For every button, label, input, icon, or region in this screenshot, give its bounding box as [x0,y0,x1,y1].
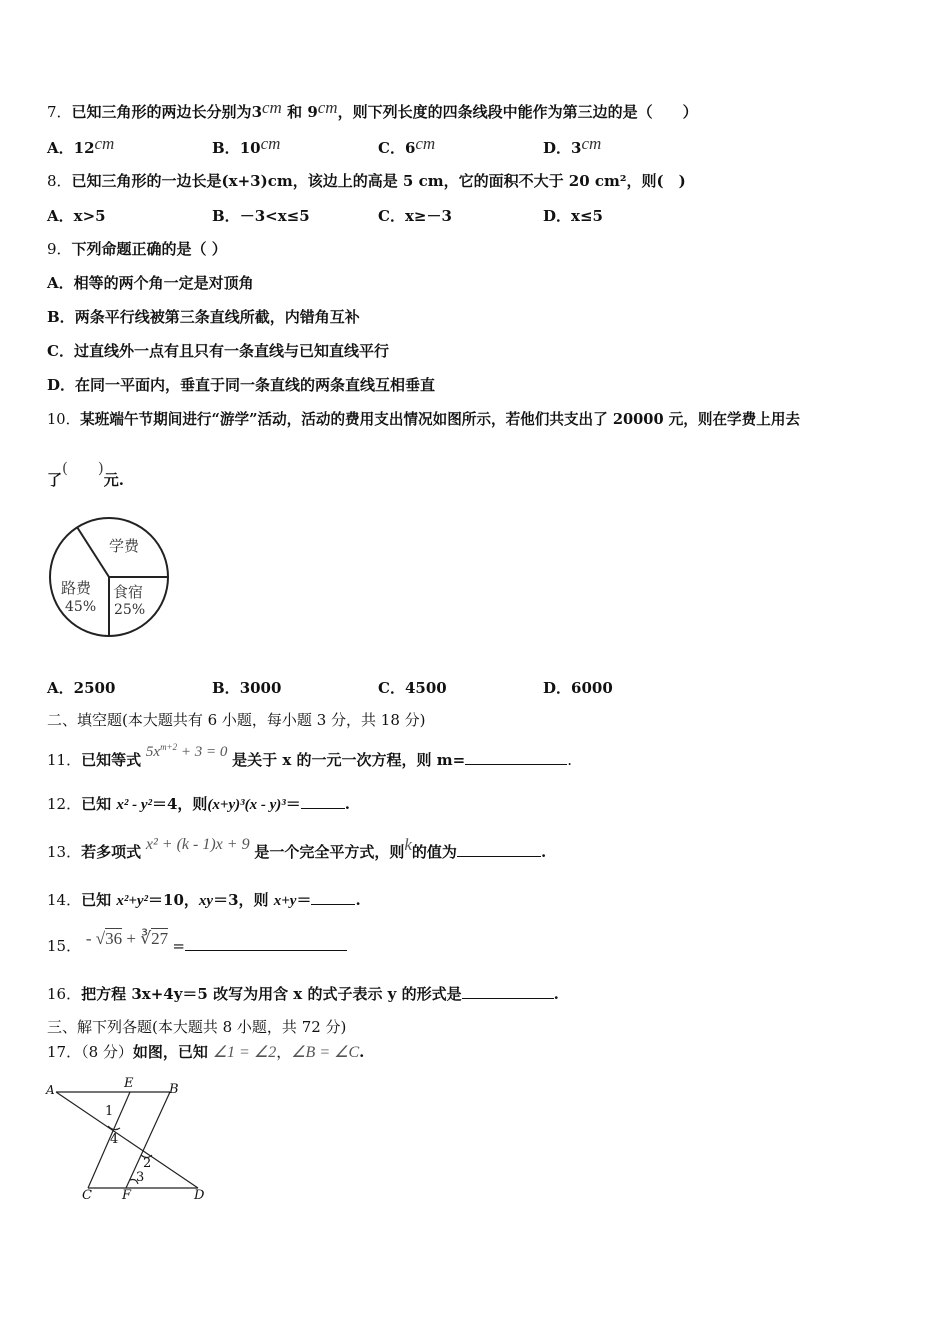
q10-stem: 10．某班端午节期间进行“游学”活动，活动的费用支出情况如图所示，若他们共支出了 20000 元，则在学费上用去 [47,411,801,428]
q15-answer-blank[interactable] [185,936,347,951]
section-3-heading: 三、解下列各题(本大题共 8 小题，共 72 分) [47,1018,347,1036]
q9-option-b[interactable]: B．两条平行线被第三条直线所截，内错角互补 [47,308,360,326]
q9-option-a[interactable]: A．相等的两个角一定是对顶角 [47,274,254,292]
q14-answer-blank[interactable] [311,890,355,905]
q11-answer-blank[interactable] [465,750,567,765]
q9-option-d[interactable]: D．在同一平面内，垂直于同一条直线的两条直线互相垂直 [47,376,436,394]
q8-option-d[interactable]: D．x≤5 [543,207,603,225]
q14: 14．已知 x²+y²＝10，xy＝3，则 x+y＝ . [47,891,361,909]
q12-answer-blank[interactable] [301,794,345,809]
q11: 11．已知等式 $5x^{m+2} + 3 = 0$ 是关于 x 的一元一次方程，则 m= . [47,742,573,769]
pie-label-tuition: 学费 [109,537,140,555]
q8-option-c[interactable]: C．x≥－3 [378,207,452,225]
pie-label-board: 食宿 [113,583,144,601]
q10-stem-line2: 了( )元. [47,459,124,489]
q13: 13．若多项式 x² + (k - 1)x + 9 是一个完全平方式，则k的值为 . [47,835,547,861]
segment-AD [56,1092,198,1188]
q12: 12．已知 x² - y²＝4，则(x+y)³(x - y)³＝ . [47,795,351,813]
angle-label-1: 1 [105,1104,114,1119]
point-label-e: E [124,1076,134,1091]
segment-FB [126,1092,170,1188]
point-label-c: C [82,1188,92,1203]
angle-label-4: 4 [110,1132,119,1147]
point-label-d: D [194,1188,205,1203]
q13-answer-blank[interactable] [457,842,541,857]
point-label-f: F [122,1188,132,1203]
q10-option-b[interactable]: B．3000 [212,679,282,697]
point-label-b: B [169,1082,179,1097]
q7-option-a[interactable]: A．12cm [47,134,115,157]
pie-pct-board: 25% [114,602,146,618]
q9-stem: 9．下列命题正确的是（ ） [47,240,227,258]
q8-stem: 8．已知三角形的一边长是(x+3)cm，该边上的高是 5 cm，它的面积不大于 20 cm²，则( ) [47,172,686,190]
q15: 15． - √36 + ∛27 = [47,936,347,956]
q7-option-c[interactable]: C．6cm [378,134,436,157]
q15-formula: - √36 + ∛27 [85,929,169,948]
angle-label-3: 3 [136,1170,145,1185]
q10-option-a[interactable]: A．2500 [47,679,116,697]
q7-stem: 7．已知三角形的两边长分别为3cm 和 9cm，则下列长度的四条线段中能作为第三边的是（ ） [47,98,698,121]
q10-option-c[interactable]: C．4500 [378,679,447,697]
q10-option-d[interactable]: D．6000 [543,679,613,697]
q7-option-d[interactable]: D．3cm [543,134,602,157]
section-2-heading: 二、填空题(本大题共有 6 小题，每小题 3 分，共 18 分) [47,711,426,729]
pie-divider-1 [77,527,109,577]
q17-geometry-figure [44,1076,214,1206]
q11-formula: $5x^{m+2} + 3 = 0$ [145,742,228,760]
pie-pct-travel: 45% [65,599,97,615]
q8-option-a[interactable]: A．x>5 [47,207,106,225]
q9-option-c[interactable]: C．过直线外一点有且只有一条直线与已知直线平行 [47,342,389,360]
pie-label-travel: 路费 [61,579,92,597]
q7-option-b[interactable]: B．10cm [212,134,281,157]
point-label-a: A [46,1083,55,1097]
angle-label-2: 2 [143,1156,152,1171]
q16-answer-blank[interactable] [462,984,554,999]
q17: 17．（8 分）如图，已知 ∠1 = ∠2，∠B = ∠C. [47,1043,365,1061]
q10-pie-chart [47,515,172,640]
q8-option-b[interactable]: B．－3<x≤5 [212,207,310,225]
q16: 16．把方程 3x+4y＝5 改写为用含 x 的式子表示 y 的形式是 . [47,985,559,1003]
